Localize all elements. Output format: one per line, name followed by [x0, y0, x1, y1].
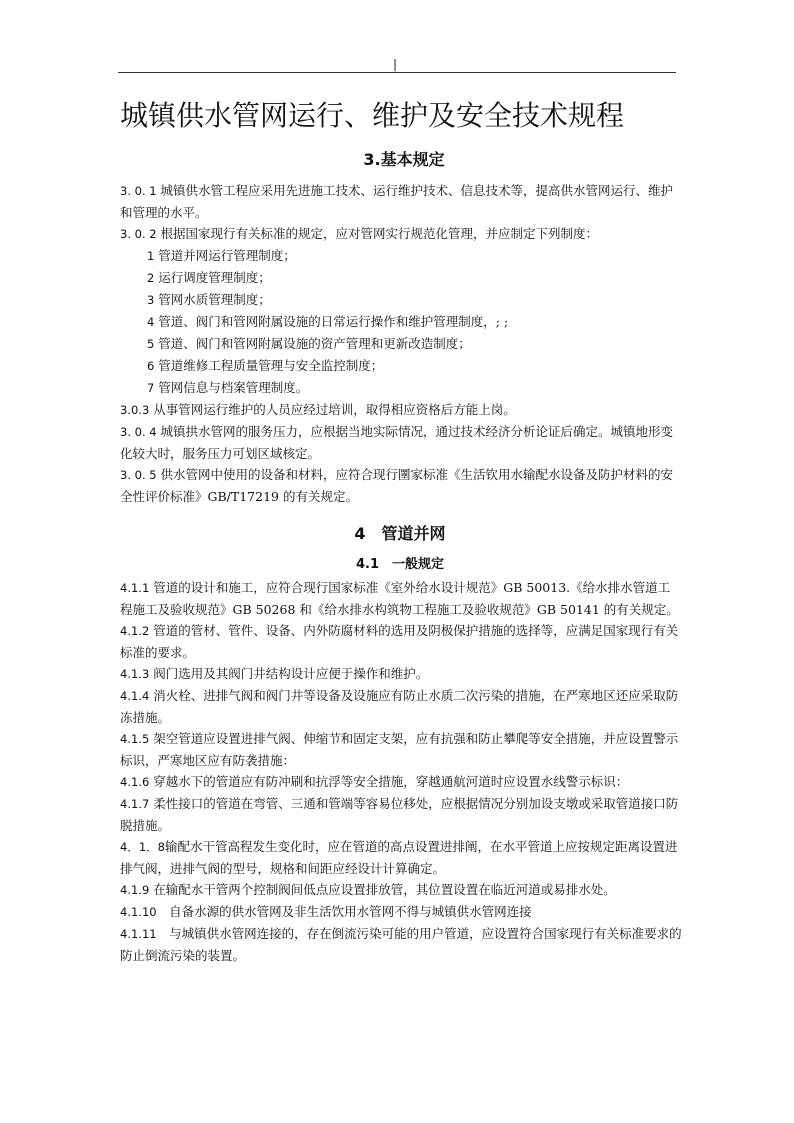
clause-number: 4.1.6 — [120, 775, 150, 789]
list-item-number: 6 — [147, 359, 155, 373]
clause-text: 穿越水下的管道应有防冲刷和抗浮等安全措施，穿越通航河道时应设置水线警示标识： — [149, 774, 629, 789]
clause-number: 4.1.1 — [120, 581, 150, 595]
list-item-text: 运行调度管理制度； — [154, 270, 271, 285]
clause-4-1-3 — [120, 663, 682, 685]
clause-text: 消火栓、进排气阀和阀门井等设备及设施应有防止水质二次污染的措施，在严寒地区还应采取防冻措施。 — [120, 688, 679, 725]
header-rule — [118, 72, 676, 73]
list-item — [120, 245, 682, 267]
list-item — [120, 311, 682, 333]
list-item-text: 管网水质管理制度； — [154, 292, 271, 307]
list-item-number: 3 — [147, 293, 155, 307]
list-item-number: 4 — [147, 315, 155, 329]
list-item-number: 7 — [147, 381, 155, 395]
clause-text: 输配水干管高程发生变化时，应在管道的高点设置进排阐，在水平管道上应按规定距离设置进排气阀，进排气阀的型号，规格和间距应经设计计算确定。 — [120, 839, 678, 876]
clause-4-1-9 — [120, 879, 682, 901]
clause-number: 4.1.10 — [120, 905, 157, 919]
list-item — [120, 355, 682, 377]
list-item-text: 管网信息与档案管理制度。 — [154, 380, 309, 395]
clause-4-1-6 — [120, 771, 682, 793]
clause-number: 4.1.7 — [120, 797, 150, 811]
clause-3-0-5 — [120, 464, 682, 507]
list-item-text: 管道、阀门和管网附属设施的日常运行操作和维护管理制度，; ; — [154, 314, 509, 329]
clause-number: 3. 0. 4 — [120, 425, 157, 439]
clause-text: 城镇供水管工程应采用先进施工技术、运行维护技术、信息技术等，提高供水管网运行、维护和管理的水平。 — [120, 183, 674, 220]
section-4-heading: 4 管道并网 — [354, 524, 446, 543]
clause-number: 3. 0. 2 — [120, 227, 157, 241]
list-item-number: 1 — [147, 249, 155, 263]
clause-4-1-11 — [120, 923, 682, 966]
clause-3-0-1 — [120, 180, 682, 223]
clause-text: 供水管网中使用的设备和材料，应符合现行圛家标准《生活钦用水输配水设备及防护材料的安全性评价标准》GB/T17219 的有关规定。 — [120, 467, 674, 504]
clause-text: 自备水源的供水管网及非生活饮用水管网不得与城镇供水管网连接 — [156, 904, 532, 919]
clause-text: 柔性接口的管道在弯管、三通和管端等容易位移处，应根据情况分别加设支墩或采取管道接口防脱措施。 — [120, 796, 679, 833]
clause-number: 4．1．8 — [120, 840, 165, 854]
list-item — [120, 333, 682, 355]
clause-number: 4.1.3 — [120, 667, 150, 681]
clause-text: 管道的管材、管件、设备、内外防腐材料的选用及阴极保护措施的选择等，应满足国家现行有关标准的要求。 — [120, 623, 679, 660]
list-item — [120, 377, 682, 399]
clause-text: 架空管道应设置进排气阀、伸缩节和固定支架，应有抗强和防止攀爬等安全措施，并应设置警示标识，严寒地区应有防袭措施： — [120, 731, 679, 768]
list-item-number: 2 — [147, 271, 155, 285]
clause-4-1-2 — [120, 620, 682, 663]
clause-3-0-3 — [120, 399, 682, 421]
clause-number: 3. 0. 1 — [120, 184, 157, 198]
clause-number: 4.1.11 — [120, 927, 157, 941]
section-3-heading: 3.基本规定 — [363, 150, 445, 169]
section-3-body — [120, 180, 682, 507]
clause-text: 城镇拱水管网的服务压力，应根据当地实际情况，通过技术经济分析论证后确定。城镇地形变化较大时，服务压力可划区域核定。 — [120, 424, 674, 461]
clause-4-1-7 — [120, 793, 682, 836]
list-item-text: 管道、阀门和管网附属设施的资产管理和更新改造制度； — [154, 336, 471, 351]
clause-4-1-4 — [120, 685, 682, 728]
clause-3-0-2 — [120, 223, 682, 245]
clause-number: 4.1.9 — [120, 883, 150, 897]
clause-4-1-8 — [120, 836, 682, 879]
list-item — [120, 267, 682, 289]
list-item-text: 管道并网运行管理制度； — [154, 248, 296, 263]
section-4-1-heading: 4.1 一般规定 — [355, 557, 445, 572]
clause-number: 4.1.2 — [120, 624, 150, 638]
clause-number: 3.0.3 — [120, 403, 150, 417]
clause-text: 在输配水干管两个控制阀间低点应设置排放管，其位置设置在临近河道或易排水处。 — [149, 882, 616, 897]
section-4-body — [120, 577, 682, 966]
list-item-text: 管道维修工程质量管理与安全监控制度； — [154, 358, 384, 373]
clause-text: 管道的设计和施工，应符合现行国家标准《室外给水设计规范》GB 50013.《给水排水管道工程施工及验收规范》GB 50268 和《给水排水构筑物工程施工及验收规范》GB 50141 的有关规定。 — [120, 580, 679, 617]
clause-4-1-1 — [120, 577, 682, 620]
clause-text: 根据国家现行有关标准的规定，应对管网实行规范化管理，并应制定下列制度： — [156, 226, 599, 241]
document-title: 城镇供水管网运行、维护及安全技术规程 — [120, 99, 625, 132]
clause-text: 从事管网运行维护的人员应经过培训，取得相应资格后方能上岗。 — [149, 402, 516, 417]
clause-number: 4.1.4 — [120, 689, 150, 703]
clause-number: 3. 0. 5 — [120, 468, 157, 482]
clause-number: 4.1.5 — [120, 732, 150, 746]
clause-4-1-5 — [120, 728, 682, 771]
clause-3-0-4 — [120, 421, 682, 464]
clause-text: 阀门选用及其阀门井结构设计应便于操作和维护。 — [149, 666, 429, 681]
clause-text: 与城镇供水管网连接的，存在倒流污染可能的用户管道，应设置符合国家现行有关标准要求的防止倒流污染的装置。 — [120, 926, 682, 963]
list-item — [120, 289, 682, 311]
clause-4-1-10 — [120, 901, 682, 923]
list-item-number: 5 — [147, 337, 155, 351]
header-page-mark: | — [393, 57, 398, 71]
